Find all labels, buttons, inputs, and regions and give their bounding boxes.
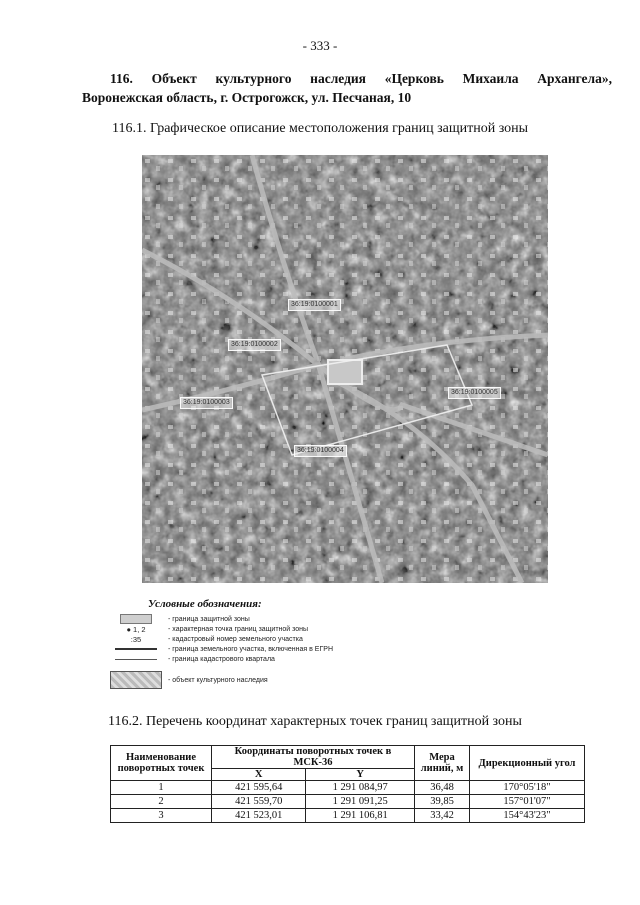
cadastral-label: 36:19:0100005 (448, 387, 501, 399)
legend-item-text: - кадастровый номер земельного участка (168, 635, 303, 643)
legend-item (110, 624, 410, 634)
heading-line-1: 116. Объект культурного наследия «Церковь Михаила Архангела», (110, 71, 612, 86)
map-imagery (142, 155, 548, 583)
cell-y: 1 291 106,81 (306, 809, 415, 823)
cell-y: 1 291 091,25 (306, 795, 415, 809)
legend-item-text: - характерная точка границ защитной зоны (168, 625, 309, 633)
section-1-title: 116.1. Графическое описание местоположения границ защитной зоны (112, 121, 529, 136)
header-y: Y (306, 769, 415, 781)
cadastral-label: 36:19:0100001 (288, 299, 341, 311)
map-legend (110, 598, 410, 690)
legend-item (110, 654, 410, 664)
heading-line-2: Воронежская область, г. Острогожск, ул. Песчаная, 10 (82, 90, 412, 105)
satellite-map (142, 155, 548, 583)
table-row (111, 781, 585, 795)
coordinates-table (110, 745, 585, 823)
cell-angle: 170°05'18" (470, 781, 585, 795)
table-row (111, 795, 585, 809)
cell-point: 2 (111, 795, 212, 809)
legend-item (110, 634, 410, 644)
legend-item-text: - объект культурного наследия (168, 676, 268, 684)
cadastral-label: 36:19:0100003 (180, 397, 233, 409)
page-number: - 333 - (302, 38, 338, 53)
table-row (111, 809, 585, 823)
cell-x: 421 523,01 (212, 809, 306, 823)
header-measure: Мера линий, м (415, 746, 470, 781)
legend-item-text: - граница кадастрового квартала (168, 655, 275, 663)
cadastral-label: 36:19:0100002 (228, 339, 281, 351)
legend-heritage-symbol (110, 671, 162, 689)
cell-point: 3 (111, 809, 212, 823)
legend-point-symbol: ● 1, 2 (126, 624, 146, 634)
cell-x: 421 559,70 (212, 795, 306, 809)
cell-angle: 154°43'23" (470, 809, 585, 823)
header-point-name: Наименование поворотных точек (111, 746, 212, 781)
cell-angle: 157°01'07" (470, 795, 585, 809)
legend-cadastral-symbol: :35 (130, 634, 142, 644)
cadastral-label: 36:19:0100004 (294, 445, 347, 457)
cell-measure: 33,42 (415, 809, 470, 823)
cell-y: 1 291 084,97 (306, 781, 415, 795)
cell-measure: 36,48 (415, 781, 470, 795)
document-heading (82, 69, 612, 107)
legend-zone-symbol (110, 614, 162, 624)
legend-quarter-line-symbol (110, 659, 162, 660)
header-angle: Дирекционный угол (470, 746, 585, 781)
legend-item-text: - граница защитной зоны (168, 615, 250, 623)
cell-measure: 39,85 (415, 795, 470, 809)
cell-x: 421 595,64 (212, 781, 306, 795)
legend-item (110, 670, 410, 690)
legend-parcel-line-symbol (110, 648, 162, 650)
legend-item (110, 644, 410, 654)
section-2-title: 116.2. Перечень координат характерных точек границ защитной зоны (108, 714, 522, 729)
legend-item (110, 614, 410, 624)
header-x: X (212, 769, 306, 781)
header-coordinates: Координаты поворотных точек в МСК-36 (212, 746, 415, 769)
legend-title: Условные обозначения: (148, 598, 262, 610)
cell-point: 1 (111, 781, 212, 795)
legend-item-text: - граница земельного участка, включенная в ЕГРН (168, 645, 333, 653)
